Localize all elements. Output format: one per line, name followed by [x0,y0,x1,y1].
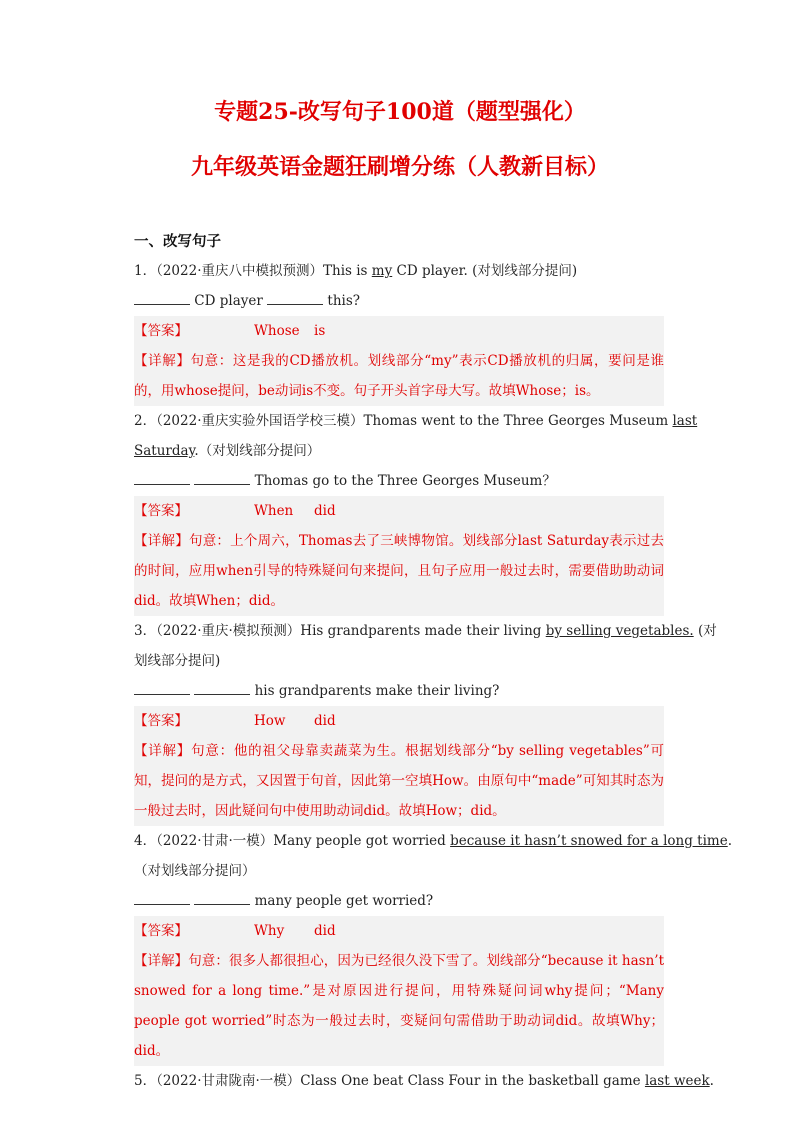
underlined-part: last [672,413,698,429]
document-title: 专题25-改写句子100道（题型强化） [214,99,586,125]
underlined-part: by selling vegetables. [545,623,694,639]
answer-row-4: 【答案】 Why did [134,916,664,946]
answer-blank [134,892,190,905]
detail-3: 【详解】句意：他的祖父母靠卖蔬菜为生。根据划线部分“by selling vegetables”可知，提问的是方式，又因置于句首，因此第一空填How。由原句中“made”可知其时态为一般过去时，因此疑问句中使用助动词did。故填How；did。 [134,736,664,826]
answer-row-3: 【答案】 How did [134,706,664,736]
answer-blank [134,292,190,305]
document-subtitle: 九年级英语金题狂刷增分练（人教新目标） [190,154,609,180]
question-1-blanks: CD player this? [134,286,664,316]
question-source: （2022·重庆实验外国语学校三模） [156,413,364,429]
question-source: （2022·甘肃陇南·一模） [156,1073,301,1089]
question-1: 1．（2022·重庆八中模拟预测）This is my CD player. (对划线部分提问) [134,263,578,279]
question-5: 5．（2022·甘肃陇南·一模）Class One beat Class Four in the basketball game last week. [134,1073,714,1089]
section-heading: 一、改写句子 [134,233,221,250]
question-source: （2022·甘肃·一模） [156,833,274,849]
underlined-part: because it hasn’t snowed for a long time [450,833,728,849]
question-source: （2022·重庆·模拟预测） [156,623,301,639]
answer-blank [194,892,250,905]
answer-blank [267,292,323,305]
answer-blank [134,682,190,695]
question-2-cont: Saturday.（对划线部分提问） [134,443,321,459]
answer-blank [194,472,250,485]
question-number: 4． [134,833,157,849]
question-number: 5． [134,1073,157,1089]
question-list [134,256,732,1096]
answer-row-2: 【答案】 When did [134,496,664,526]
question-number: 3． [134,623,157,639]
question-number: 2． [134,413,157,429]
question-3: 3．（2022·重庆·模拟预测）His grandparents made their living by selling vegetables. (对 [134,623,717,639]
answer-blank [134,472,190,485]
question-4-blanks: many people get worried? [134,886,664,916]
underlined-part: my [371,263,393,279]
question-4-cont: （对划线部分提问） [134,863,256,879]
question-number: 1． [134,263,157,279]
underlined-part: last week [644,1073,710,1089]
question-3-blanks: his grandparents make their living? [134,676,664,706]
question-2: 2．（2022·重庆实验外国语学校三模）Thomas went to the Three Georges Museum last [134,413,698,429]
detail-4: 【详解】句意：很多人都很担心，因为已经很久没下雪了。划线部分“because it hasn’t snowed for a long time.”是对原因进行提问，用特殊疑问词why提问；“Many people got worried”时态为一般过去时，变疑问句需借助于助动词did。故填Why；did。 [134,946,664,1066]
question-source: （2022·重庆八中模拟预测） [156,263,323,279]
detail-2: 【详解】句意：上个周六，Thomas去了三峡博物馆。划线部分last Saturday表示过去的时间，应用when引导的特殊疑问句来提问，且句子应用一般过去时，需要借助助动词did。故填When；did。 [134,526,664,616]
question-3-cont: 划线部分提问) [134,653,221,669]
underlined-part: Saturday [134,443,195,459]
question-4: 4．（2022·甘肃·一模）Many people got worried because it hasn’t snowed for a long time. [134,833,732,849]
detail-1: 【详解】句意：这是我的CD播放机。划线部分“my”表示CD播放机的归属，要问是谁的，用whose提问，be动词is不变。句子开头首字母大写。故填Whose；is。 [134,346,664,406]
answer-row-1: 【答案】 Whose is [134,316,664,346]
answer-blank [194,682,250,695]
question-2-blanks: Thomas go to the Three Georges Museum？ [134,466,664,496]
